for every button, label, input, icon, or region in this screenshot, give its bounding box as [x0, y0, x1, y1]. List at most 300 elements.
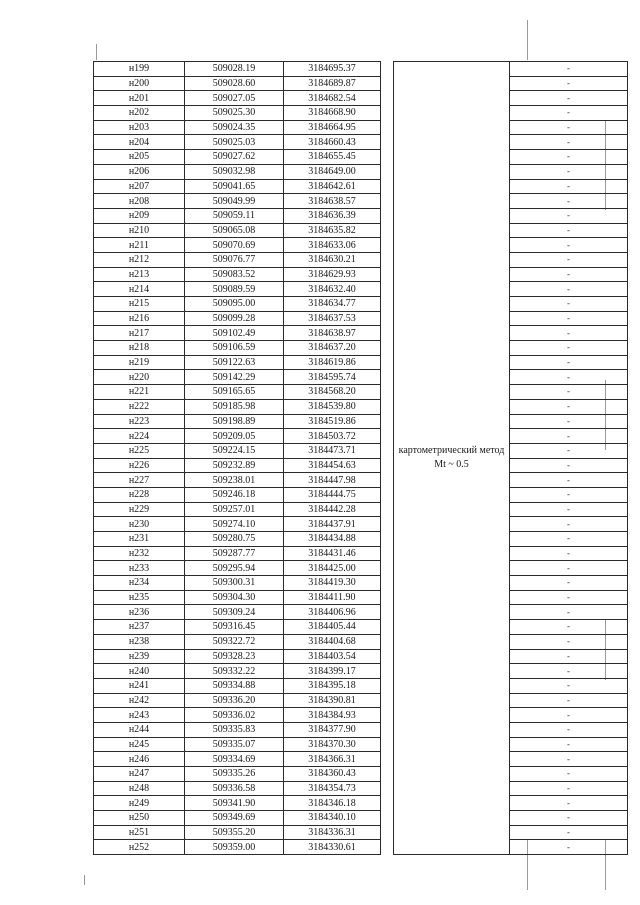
coord-y: 3184682.54 — [284, 91, 381, 106]
dash-mark: - — [567, 401, 570, 412]
dash-mark: - — [567, 254, 570, 265]
point-id: н201 — [94, 91, 185, 106]
coord-y: 3184360.43 — [284, 767, 381, 782]
point-id: н223 — [94, 414, 185, 429]
table-row — [94, 752, 628, 767]
coord-y: 3184519.86 — [284, 414, 381, 429]
scan-artifact — [527, 20, 528, 60]
table-row — [94, 561, 628, 576]
dash-mark: - — [567, 224, 570, 235]
dash-cell — [510, 223, 628, 238]
table-row — [94, 297, 628, 312]
coord-x: 509059.11 — [185, 208, 284, 223]
dash-cell — [510, 429, 628, 444]
coord-x: 509142.29 — [185, 370, 284, 385]
coord-y: 3184568.20 — [284, 385, 381, 400]
dash-cell — [510, 561, 628, 576]
dash-cell — [510, 120, 628, 135]
coord-x: 509341.90 — [185, 796, 284, 811]
dash-cell — [510, 179, 628, 194]
coord-x: 509089.59 — [185, 282, 284, 297]
dash-mark: - — [567, 489, 570, 500]
coord-x: 509322.72 — [185, 634, 284, 649]
coord-x: 509198.89 — [185, 414, 284, 429]
dash-cell — [510, 576, 628, 591]
dash-cell — [510, 76, 628, 91]
coord-y: 3184447.98 — [284, 473, 381, 488]
table-row — [94, 341, 628, 356]
point-id: н213 — [94, 267, 185, 282]
table-row — [94, 443, 628, 458]
dash-mark: - — [567, 313, 570, 324]
coord-x: 509027.62 — [185, 150, 284, 165]
point-id: н227 — [94, 473, 185, 488]
table-row — [94, 634, 628, 649]
dash-mark: - — [567, 841, 570, 852]
coord-x: 509304.30 — [185, 590, 284, 605]
coord-x: 509099.28 — [185, 311, 284, 326]
coord-y: 3184454.63 — [284, 458, 381, 473]
coord-y: 3184633.06 — [284, 238, 381, 253]
table-row — [94, 664, 628, 679]
coord-y: 3184405.44 — [284, 620, 381, 635]
dash-mark: - — [567, 151, 570, 162]
method-note: картометрический метод Mt ~ 0.5 — [394, 62, 510, 855]
dash-mark: - — [567, 78, 570, 89]
dash-cell — [510, 238, 628, 253]
table-row — [94, 708, 628, 723]
point-id: н200 — [94, 76, 185, 91]
dash-cell — [510, 781, 628, 796]
point-id: н236 — [94, 605, 185, 620]
coord-x: 509274.10 — [185, 517, 284, 532]
dash-cell — [510, 664, 628, 679]
coord-y: 3184630.21 — [284, 252, 381, 267]
table-row — [94, 120, 628, 135]
table-row — [94, 429, 628, 444]
coord-x: 509335.83 — [185, 722, 284, 737]
table-row — [94, 693, 628, 708]
coord-y: 3184539.80 — [284, 399, 381, 414]
point-id: н220 — [94, 370, 185, 385]
dash-cell — [510, 326, 628, 341]
table-row — [94, 76, 628, 91]
table-row — [94, 473, 628, 488]
coord-x: 509041.65 — [185, 179, 284, 194]
coord-x: 509316.45 — [185, 620, 284, 635]
coord-y: 3184668.90 — [284, 106, 381, 121]
dash-mark: - — [567, 415, 570, 426]
dash-mark: - — [567, 474, 570, 485]
point-id: н246 — [94, 752, 185, 767]
coord-x: 509095.00 — [185, 297, 284, 312]
dash-cell — [510, 341, 628, 356]
coord-x: 509335.26 — [185, 767, 284, 782]
table-row — [94, 620, 628, 635]
dash-cell — [510, 370, 628, 385]
dash-cell — [510, 634, 628, 649]
dash-mark: - — [567, 577, 570, 588]
coord-y: 3184390.81 — [284, 693, 381, 708]
dash-cell — [510, 708, 628, 723]
dash-mark: - — [567, 680, 570, 691]
dash-cell — [510, 811, 628, 826]
dash-mark: - — [567, 753, 570, 764]
coord-x: 509025.30 — [185, 106, 284, 121]
point-id: н241 — [94, 678, 185, 693]
dash-mark: - — [567, 459, 570, 470]
dash-mark: - — [567, 283, 570, 294]
coord-x: 509287.77 — [185, 546, 284, 561]
dash-cell — [510, 135, 628, 150]
coord-y: 3184636.39 — [284, 208, 381, 223]
coord-y: 3184411.90 — [284, 590, 381, 605]
table-row — [94, 811, 628, 826]
coord-x: 509102.49 — [185, 326, 284, 341]
coord-x: 509280.75 — [185, 532, 284, 547]
dash-mark: - — [567, 518, 570, 529]
table-row — [94, 385, 628, 400]
dash-cell — [510, 752, 628, 767]
point-id: н202 — [94, 106, 185, 121]
dash-mark: - — [567, 136, 570, 147]
dash-cell — [510, 649, 628, 664]
coord-y: 3184404.68 — [284, 634, 381, 649]
table-row — [94, 840, 628, 855]
table-row — [94, 576, 628, 591]
coord-y: 3184642.61 — [284, 179, 381, 194]
coord-x: 509334.69 — [185, 752, 284, 767]
dash-cell — [510, 414, 628, 429]
dash-cell — [510, 150, 628, 165]
table-row — [94, 194, 628, 209]
dash-cell — [510, 164, 628, 179]
dash-mark: - — [567, 298, 570, 309]
coord-x: 509083.52 — [185, 267, 284, 282]
coord-y: 3184664.95 — [284, 120, 381, 135]
coord-y: 3184638.57 — [284, 194, 381, 209]
coord-x: 509224.15 — [185, 443, 284, 458]
dash-mark: - — [567, 606, 570, 617]
dash-mark: - — [567, 239, 570, 250]
table-row — [94, 238, 628, 253]
dash-mark: - — [567, 812, 570, 823]
dash-mark: - — [567, 180, 570, 191]
coord-x: 509076.77 — [185, 252, 284, 267]
dash-cell — [510, 297, 628, 312]
coord-y: 3184619.86 — [284, 355, 381, 370]
dash-cell — [510, 620, 628, 635]
dash-cell — [510, 502, 628, 517]
dash-mark: - — [567, 371, 570, 382]
point-id: н226 — [94, 458, 185, 473]
dash-cell — [510, 91, 628, 106]
dash-cell — [510, 106, 628, 121]
table-row — [94, 414, 628, 429]
point-id: н219 — [94, 355, 185, 370]
dash-mark: - — [567, 122, 570, 133]
dash-mark: - — [567, 724, 570, 735]
dash-mark: - — [567, 342, 570, 353]
point-id: н252 — [94, 840, 185, 855]
point-id: н218 — [94, 341, 185, 356]
dash-cell — [510, 252, 628, 267]
dash-mark: - — [567, 665, 570, 676]
dash-mark: - — [567, 268, 570, 279]
point-id: н224 — [94, 429, 185, 444]
coord-x: 509336.58 — [185, 781, 284, 796]
point-id: н212 — [94, 252, 185, 267]
coord-x: 509122.63 — [185, 355, 284, 370]
point-id: н228 — [94, 487, 185, 502]
coord-y: 3184635.82 — [284, 223, 381, 238]
coord-y: 3184340.10 — [284, 811, 381, 826]
table-row — [94, 282, 628, 297]
scan-artifact — [84, 875, 85, 885]
coord-y: 3184434.88 — [284, 532, 381, 547]
table-row — [94, 590, 628, 605]
coord-x: 509049.99 — [185, 194, 284, 209]
coord-y: 3184634.77 — [284, 297, 381, 312]
dash-mark: - — [567, 166, 570, 177]
table-row — [94, 825, 628, 840]
point-id: н229 — [94, 502, 185, 517]
dash-mark: - — [567, 621, 570, 632]
dash-cell — [510, 590, 628, 605]
dash-cell — [510, 840, 628, 855]
point-id: н249 — [94, 796, 185, 811]
dash-mark: - — [567, 783, 570, 794]
table-row — [94, 62, 628, 77]
coord-y: 3184638.97 — [284, 326, 381, 341]
point-id: н233 — [94, 561, 185, 576]
coord-y: 3184444.75 — [284, 487, 381, 502]
table-row — [94, 91, 628, 106]
point-id: н243 — [94, 708, 185, 723]
table-row — [94, 179, 628, 194]
point-id: н250 — [94, 811, 185, 826]
coord-y: 3184632.40 — [284, 282, 381, 297]
table-row — [94, 106, 628, 121]
point-id: н215 — [94, 297, 185, 312]
coordinates-table-body — [94, 62, 628, 855]
coord-y: 3184695.37 — [284, 62, 381, 77]
point-id: н237 — [94, 620, 185, 635]
dash-cell — [510, 722, 628, 737]
point-id: н221 — [94, 385, 185, 400]
dash-cell — [510, 282, 628, 297]
dash-mark: - — [567, 107, 570, 118]
point-id: н242 — [94, 693, 185, 708]
table-row — [94, 370, 628, 385]
coord-y: 3184689.87 — [284, 76, 381, 91]
table-row — [94, 311, 628, 326]
dash-cell — [510, 385, 628, 400]
coord-y: 3184403.54 — [284, 649, 381, 664]
coord-x: 509300.31 — [185, 576, 284, 591]
dash-cell — [510, 737, 628, 752]
table-row — [94, 722, 628, 737]
coordinates-table — [93, 61, 628, 855]
coord-x: 509032.98 — [185, 164, 284, 179]
dash-cell — [510, 546, 628, 561]
coord-x: 509232.89 — [185, 458, 284, 473]
dash-mark: - — [567, 650, 570, 661]
coord-y: 3184425.00 — [284, 561, 381, 576]
coord-x: 509359.00 — [185, 840, 284, 855]
table-row — [94, 355, 628, 370]
dash-mark: - — [567, 386, 570, 397]
point-id: н214 — [94, 282, 185, 297]
dash-cell — [510, 693, 628, 708]
point-id: н245 — [94, 737, 185, 752]
dash-cell — [510, 194, 628, 209]
coord-x: 509025.03 — [185, 135, 284, 150]
table-row — [94, 517, 628, 532]
coord-x: 509309.24 — [185, 605, 284, 620]
coord-x: 509106.59 — [185, 341, 284, 356]
dash-cell — [510, 399, 628, 414]
coord-y: 3184395.18 — [284, 678, 381, 693]
table-row — [94, 546, 628, 561]
coord-x: 509246.18 — [185, 487, 284, 502]
table-row — [94, 326, 628, 341]
coord-x: 509185.98 — [185, 399, 284, 414]
point-id: н209 — [94, 208, 185, 223]
table-row — [94, 678, 628, 693]
coord-y: 3184370.30 — [284, 737, 381, 752]
column-gap — [381, 62, 394, 855]
coord-x: 509209.05 — [185, 429, 284, 444]
point-id: н232 — [94, 546, 185, 561]
coord-y: 3184366.31 — [284, 752, 381, 767]
coord-x: 509295.94 — [185, 561, 284, 576]
table-row — [94, 267, 628, 282]
coord-x: 509070.69 — [185, 238, 284, 253]
table-row — [94, 150, 628, 165]
coord-y: 3184503.72 — [284, 429, 381, 444]
coord-y: 3184473.71 — [284, 443, 381, 458]
dash-mark: - — [567, 195, 570, 206]
point-id: н238 — [94, 634, 185, 649]
point-id: н240 — [94, 664, 185, 679]
coord-y: 3184637.20 — [284, 341, 381, 356]
point-id: н206 — [94, 164, 185, 179]
point-id: н239 — [94, 649, 185, 664]
table-row — [94, 399, 628, 414]
coord-x: 509028.19 — [185, 62, 284, 77]
point-id: н217 — [94, 326, 185, 341]
dash-mark: - — [567, 738, 570, 749]
coord-y: 3184336.31 — [284, 825, 381, 840]
coord-y: 3184431.46 — [284, 546, 381, 561]
dash-mark: - — [567, 709, 570, 720]
table-row — [94, 605, 628, 620]
table-row — [94, 135, 628, 150]
dash-mark: - — [567, 533, 570, 544]
point-id: н208 — [94, 194, 185, 209]
coord-x: 509349.69 — [185, 811, 284, 826]
dash-cell — [510, 605, 628, 620]
coord-y: 3184399.17 — [284, 664, 381, 679]
table-row — [94, 208, 628, 223]
dash-cell — [510, 355, 628, 370]
coord-x: 509027.05 — [185, 91, 284, 106]
dash-cell — [510, 825, 628, 840]
dash-cell — [510, 267, 628, 282]
coord-x: 509065.08 — [185, 223, 284, 238]
coord-x: 509335.07 — [185, 737, 284, 752]
point-id: н251 — [94, 825, 185, 840]
coord-x: 509355.20 — [185, 825, 284, 840]
dash-mark: - — [567, 445, 570, 456]
dash-cell — [510, 311, 628, 326]
coord-x: 509334.88 — [185, 678, 284, 693]
dash-mark: - — [567, 357, 570, 368]
table-row — [94, 458, 628, 473]
coord-x: 509336.02 — [185, 708, 284, 723]
coord-y: 3184655.45 — [284, 150, 381, 165]
table-row — [94, 737, 628, 752]
dash-mark: - — [567, 562, 570, 573]
dash-mark: - — [567, 636, 570, 647]
table-row — [94, 223, 628, 238]
point-id: н203 — [94, 120, 185, 135]
coord-y: 3184419.30 — [284, 576, 381, 591]
dash-mark: - — [567, 694, 570, 705]
point-id: н247 — [94, 767, 185, 782]
table-row — [94, 502, 628, 517]
dash-mark: - — [567, 503, 570, 514]
dash-cell — [510, 473, 628, 488]
dash-mark: - — [567, 210, 570, 221]
dash-mark: - — [567, 592, 570, 603]
dash-mark: - — [567, 63, 570, 74]
dash-cell — [510, 443, 628, 458]
coord-y: 3184629.93 — [284, 267, 381, 282]
point-id: н216 — [94, 311, 185, 326]
dash-mark: - — [567, 92, 570, 103]
coord-y: 3184442.28 — [284, 502, 381, 517]
table-row — [94, 767, 628, 782]
dash-cell — [510, 487, 628, 502]
dash-mark: - — [567, 327, 570, 338]
dash-mark: - — [567, 768, 570, 779]
coord-y: 3184649.00 — [284, 164, 381, 179]
dash-mark: - — [567, 827, 570, 838]
point-id: н244 — [94, 722, 185, 737]
coord-y: 3184660.43 — [284, 135, 381, 150]
table-row — [94, 252, 628, 267]
coord-y: 3184354.73 — [284, 781, 381, 796]
coord-y: 3184637.53 — [284, 311, 381, 326]
dash-cell — [510, 208, 628, 223]
point-id: н211 — [94, 238, 185, 253]
dash-cell — [510, 62, 628, 77]
point-id: н248 — [94, 781, 185, 796]
table-row — [94, 781, 628, 796]
coord-x: 509328.23 — [185, 649, 284, 664]
dash-cell — [510, 678, 628, 693]
table-row — [94, 532, 628, 547]
dash-mark: - — [567, 430, 570, 441]
coord-x: 509024.35 — [185, 120, 284, 135]
dash-cell — [510, 532, 628, 547]
point-id: н199 — [94, 62, 185, 77]
dash-mark: - — [567, 797, 570, 808]
coord-y: 3184377.90 — [284, 722, 381, 737]
point-id: н205 — [94, 150, 185, 165]
